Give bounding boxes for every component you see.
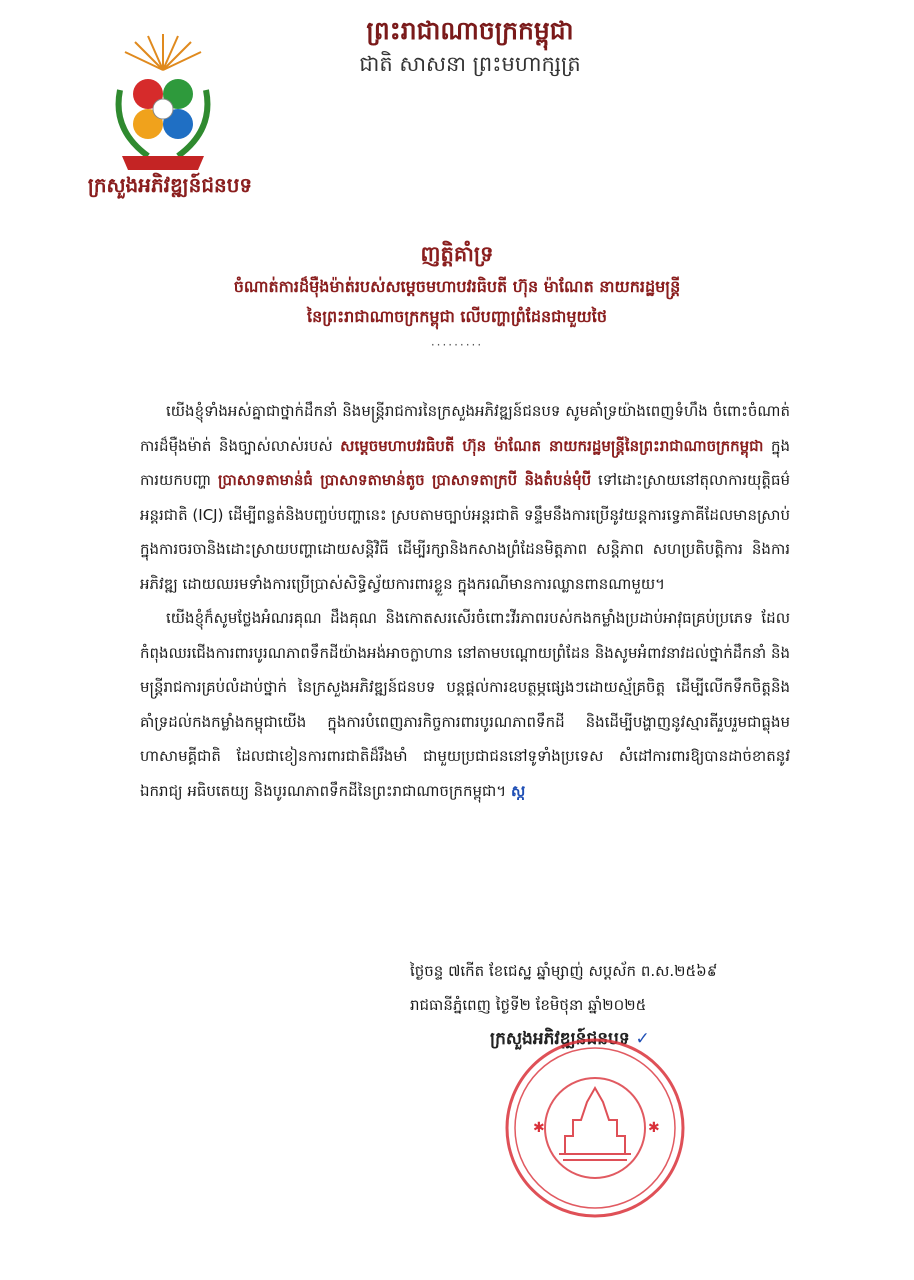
place-and-date: រាជធានីភ្នំពេញ ថ្ងៃទី២ ខែមិថុនា ឆ្នាំ២០២៥: [410, 996, 647, 1014]
p1-text-b: ក្នុងការយកបញ្ហា: [140, 436, 791, 489]
paragraph-2: [140, 601, 790, 808]
subtitle-line-2: នៃព្រះរាជាណាចក្រកម្ពុជា លើបញ្ហាព្រំដែនជាមួយថៃ: [306, 307, 608, 326]
paragraph-1: [140, 394, 790, 601]
check-mark-icon: ✓: [635, 1029, 650, 1049]
p1-text-c: ទៅដោះស្រាយនៅតុលាការយុត្តិធម៌អន្តរជាតិ (ICJ) ដើម្បីពន្លត់និងបញ្ចប់បញ្ហានេះ ស្របតាមច្បាប់អន្តរជាតិ ទន្ទឹមនឹងការប្រើនូវយន្តការទ្វេភាគីដែលមានស្រាប់ក្នុងការចរចានិងដោះស្រាយបញ្ហាដោយសន្តិវិធី ដើម្បីរក្សានិងកសាងព្រំដែនមិត្តភាព សន្តិភាព សហប្រតិបត្តិការ និងការអភិវឌ្ឍ ដោយឈរមទាំងការប្រើប្រាស់សិទ្ធិស្វ័យការពារខ្លួន ក្នុងករណីមានការឈ្លានពានណាមួយ។: [140, 471, 790, 593]
document-title: ញត្តិគាំទ្រ: [420, 242, 494, 266]
lunar-date: ថ្ងៃចន្ទ ៧កើត ខែជេស្ឋ ឆ្នាំម្សាញ់ សប្តស័ក ព.ស.២៥៦៩: [410, 962, 718, 980]
title-ornament: ·········: [430, 338, 484, 352]
svg-text:✱: ✱: [533, 1120, 545, 1136]
national-motto: ជាតិ សាសនា ព្រះមហាក្សត្រ: [359, 52, 581, 76]
p1-bold-pm: សម្តេចមហាបវរធិបតី ហ៊ុន ម៉ាណែត នាយករដ្ឋមន្ត្រីនៃព្រះរាជាណាចក្រកម្ពុជា: [340, 436, 764, 455]
document-title-block: [130, 236, 784, 358]
initial-mark: ស្ក: [510, 781, 526, 800]
ministry-logo-icon: [108, 30, 218, 178]
ministry-name: ក្រសួងអភិវឌ្ឍន៍ជនបទ: [87, 173, 253, 197]
dateline: [410, 954, 830, 1022]
document-body: [140, 394, 790, 808]
p1-text-a: យើងខ្ញុំទាំងអស់គ្នាជាថ្នាក់ដឹកនាំ និងមន្ត្រីរាជការនៃក្រសួងអភិវឌ្ឍន៍ជនបទ សូមគាំទ្រយ៉ាងពេញទំហឹង ចំពោះចំណាត់ការដ៏ម៉ឺងម៉ាត់ និងច្បាស់លាស់របស់: [140, 402, 790, 455]
p1-bold-temples: ប្រាសាទតាមាន់ធំ ប្រាសាទតាមាន់តូច ប្រាសាទតាក្របី និងតំបន់មុំបី: [218, 471, 592, 489]
svg-text:✱: ✱: [648, 1120, 660, 1136]
official-seal-icon: [503, 1036, 688, 1221]
kingdom-name: ព្រះរាជាណាចក្រកម្ពុជា: [366, 16, 574, 45]
p2-text: យើងខ្ញុំក៏សូមថ្លែងអំណរគុណ ដឹងគុណ និងកោតសរសើរចំពោះវីរភាពរបស់កងកម្លាំងប្រដាប់អាវុធគ្រប់ប្រភេទ ដែលកំពុងឈរជើងការពារបូរណភាពទឹកដីយ៉ាងអង់អាចក្លាហាន នៅតាមបណ្តោយព្រំដែន និងសូមអំពាវនាវដល់ថ្នាក់ដឹកនាំ និងមន្ត្រីរាជការគ្រប់លំដាប់ថ្នាក់ នៃក្រសួងអភិវឌ្ឍន៍ជនបទ បន្តផ្តល់ការឧបត្ថម្ភផ្សេងៗដោយស្ម័គ្រចិត្ត ដើម្បីលើកទឹកចិត្តនិងគាំទ្រដល់កងកម្លាំងកម្ពុជាយើង ក្នុងការបំពេញភារកិច្ចការពារបូរណភាពទឹកដី និងដើម្បីបង្ហាញនូវស្មារតីរួបរួមជាធ្លុងមហាសាមគ្គីជាតិ ដែលជាខៀនការពារជាតិដ៏រឹងមាំ ជាមួយប្រជាជននៅទូទាំងប្រទេស សំដៅការពារឱ្យបានដាច់ខាតនូវឯករាជ្យ អធិបតេយ្យ និងបូរណភាពទឹកដីនៃព្រះរាជាណាចក្រកម្ពុជា។: [140, 609, 790, 800]
subtitle-line-1: ចំណាត់ការដ៏ម៉ឺងម៉ាត់របស់សម្តេចមហាបវរធិបតី ហ៊ុន ម៉ាណែត នាយករដ្ឋមន្ត្រី: [233, 277, 681, 296]
signer-name: ក្រសួងអភិវឌ្ឍន៍ជនបទ: [490, 1029, 630, 1049]
kingdom-header: [330, 14, 610, 80]
